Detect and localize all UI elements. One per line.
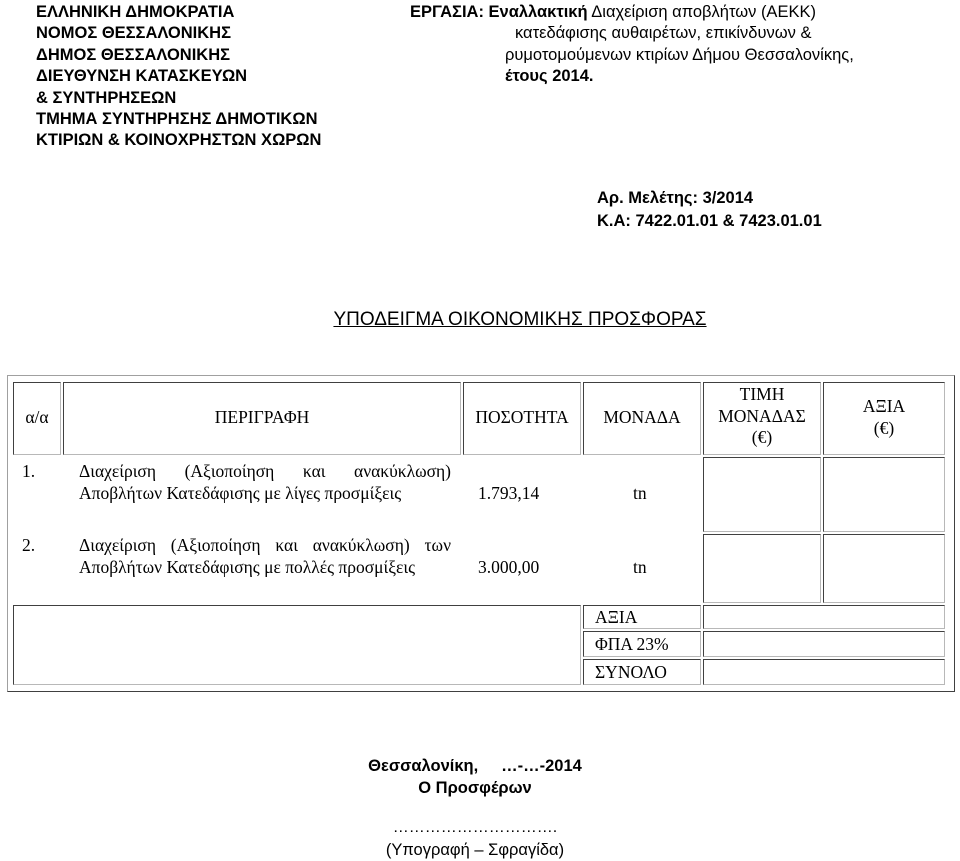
total-value-cell [703, 605, 945, 629]
authority-line: ΔΗΜΟΣ ΘΕΣΣΑΛΟΝΙΚΗΣ [36, 45, 231, 64]
totals-spacer-cell [13, 605, 581, 685]
header-value [823, 396, 945, 439]
header-unit-price [703, 384, 821, 449]
value-cell [823, 457, 945, 532]
row-quantity: 1.793,14 [478, 483, 540, 503]
header-unit-price-line: ΤΙΜΗ [739, 384, 785, 404]
value-cell [823, 534, 945, 603]
total-vat-label: ΦΠΑ 23% [595, 634, 669, 654]
unit-price-cell [703, 534, 821, 603]
row-unit: tn [633, 483, 647, 503]
header-unit-price-line: (€) [751, 427, 773, 447]
header-unit: ΜΟΝΑΔΑ [603, 407, 681, 427]
authority-line: & ΣΥΝΤΗΡΗΣΕΩΝ [36, 88, 177, 107]
total-value-label: ΑΞΙΑ [595, 607, 638, 627]
header-value-line: (€) [873, 417, 895, 438]
header-quantity: ΠΟΣΟΤΗΤΑ [475, 407, 569, 427]
header-description: ΠΕΡΙΓΡΑΦΗ [214, 407, 310, 427]
authority-line: ΕΛΛΗΝΙΚΗ ΔΗΜΟΚΡΑΤΙΑ [36, 3, 235, 21]
project-title-part: Διαχείριση αποβλήτων (ΑΕΚΚ) [587, 3, 816, 21]
unit-price-cell [703, 457, 821, 532]
project-line-4: έτους 2014. [505, 67, 594, 86]
row-unit: tn [633, 557, 647, 577]
project-line-2: κατεδάφισης αυθαιρέτων, επικίνδυνων & [515, 24, 812, 43]
signature-place-date: Θεσσαλονίκη, …-…-2014 [368, 757, 582, 775]
budget-codes: Κ.Α: 7422.01.01 & 7423.01.01 [597, 212, 822, 230]
issuing-authority [36, 2, 396, 152]
row-number: 2. [22, 535, 36, 555]
authority-line: ΤΜΗΜΑ ΣΥΝΤΗΡΗΣΗΣ ΔΗΜΟΤΙΚΩΝ [36, 110, 318, 129]
grand-total-label: ΣΥΝΟΛΟ [595, 662, 667, 682]
project-line-1 [410, 2, 950, 23]
authority-line: ΝΟΜΟΣ ΘΕΣΣΑΛΟΝΙΚΗΣ [36, 24, 232, 43]
study-number: Αρ. Μελέτης: 3/2014 [597, 189, 754, 207]
signature-bidder: Ο Προσφέρων [418, 779, 532, 797]
total-value-cell [703, 659, 945, 685]
row-quantity: 3.000,00 [478, 557, 540, 577]
row-description: Διαχείριση (Αξιοποίηση και ανακύκλωση) Αποβλήτων Κατεδάφισης με λίγες προσμίξεις [79, 461, 451, 503]
project-description [410, 2, 950, 88]
signature-line: …………………………. [392, 819, 558, 836]
project-label: ΕΡΓΑΣΙΑ: Εναλλακτική [410, 3, 588, 21]
header-unit-price-line: ΜΟΝΑΔΑΣ [718, 405, 806, 426]
project-line-3: ρυμοτομούμενων κτιρίων Δήμου Θεσσαλονίκης, [505, 45, 854, 64]
total-value-cell [703, 631, 945, 657]
header-no: α/α [25, 407, 49, 427]
signature-stamp-label: (Υπογραφή – Σφραγίδα) [385, 841, 565, 859]
authority-line: ΚΤΙΡΙΩΝ & ΚΟΙΝΟΧΡΗΣΤΩΝ ΧΩΡΩΝ [36, 131, 322, 150]
document-title: ΥΠΟΔΕΙΓΜΑ ΟΙΚΟΝΟΜΙΚΗΣ ΠΡΟΣΦΟΡΑΣ [333, 309, 707, 330]
row-description: Διαχείριση (Αξιοποίηση και ανακύκλωση) των Αποβλήτων Κατεδάφισης με πολλές προσμίξεις [79, 535, 451, 577]
authority-line: ΔΙΕΥΘΥΝΣΗ ΚΑΤΑΣΚΕΥΩΝ [36, 67, 248, 86]
header-value-line: ΑΞΙΑ [862, 396, 906, 416]
study-info [597, 187, 822, 233]
row-number: 1. [22, 461, 36, 481]
